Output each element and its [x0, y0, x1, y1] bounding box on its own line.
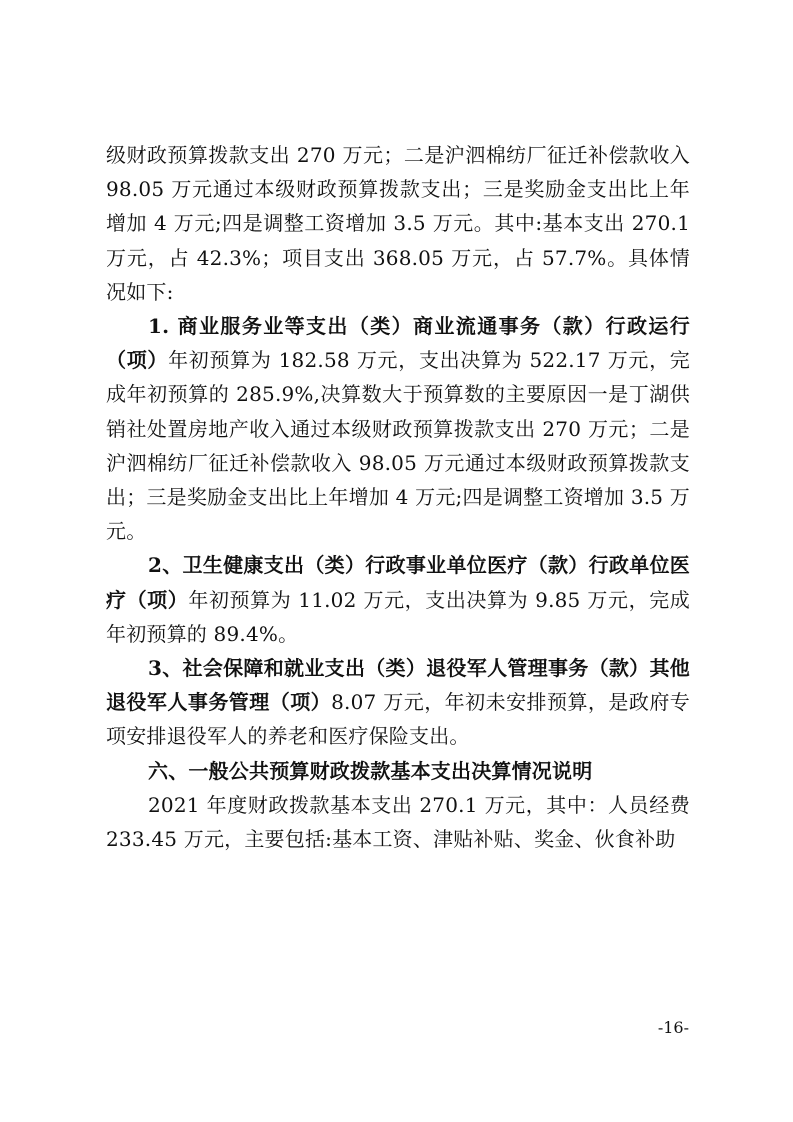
item-text-commerce: 年初预算为 182.58 万元，支出决算为 522.17 万元，完成年初预算的 285.9%,决算数大于预算数的主要原因一是丁湖供销社处置房地产收入通过本级财政预算拨款支出 270 万元；二是沪泗棉纺厂征迁补偿款收入 98.05 万元通过本级财政预算拨款支出；三是奖励金支出比上年增加 4 万元;四是调整工资增加 3.5 万元。 [106, 348, 690, 544]
paragraph-basic-expenditure: 2021 年度财政拨款基本支出 270.1 万元，其中：人员经费 233.45 万元，主要包括:基本工资、津贴补贴、奖金、伙食补助 [106, 792, 690, 852]
item-heading-social-security: 3、社会保障和就业支出（类）退役军人管理事务（款）其他退役军人事务管理（项） [106, 656, 690, 715]
paragraph-continuation: 级财政预算拨款支出 270 万元；二是沪泗棉纺厂征迁补偿款收入 98.05 万元通过本级财政预算拨款支出；三是奖励金支出比上年增加 4 万元;四是调整工资增加 3.5 万元。其中:基本支出 270.1 万元，占 42.3%；项目支出 368.05 万元，占 57.7%。具体情况如下: [106, 143, 690, 304]
item-heading-commerce: 1. 商业服务业等支出（类）商业流通事务（款）行政运行（项） [106, 314, 690, 373]
page-number: -16- [657, 1018, 689, 1037]
paragraph-social-security-expenditure [106, 651, 690, 754]
paragraph-health-expenditure [106, 548, 690, 651]
section-title-basic-expenditure: 六、一般公共预算财政拨款基本支出决算情况说明 [148, 758, 593, 783]
item-text-social-security: 8.07 万元，年初未安排预算，是政府专项安排退役军人的养老和医疗保险支出。 [106, 690, 690, 749]
paragraph-commerce-expenditure [106, 309, 690, 548]
item-heading-health: 2、卫生健康支出（类）行政事业单位医疗（款）行政单位医疗（项） [106, 553, 690, 612]
item-text-health: 年初预算为 11.02 万元，支出决算为 9.85 万元，完成年初预算的 89.4%。 [106, 587, 690, 646]
document-body [106, 138, 690, 856]
